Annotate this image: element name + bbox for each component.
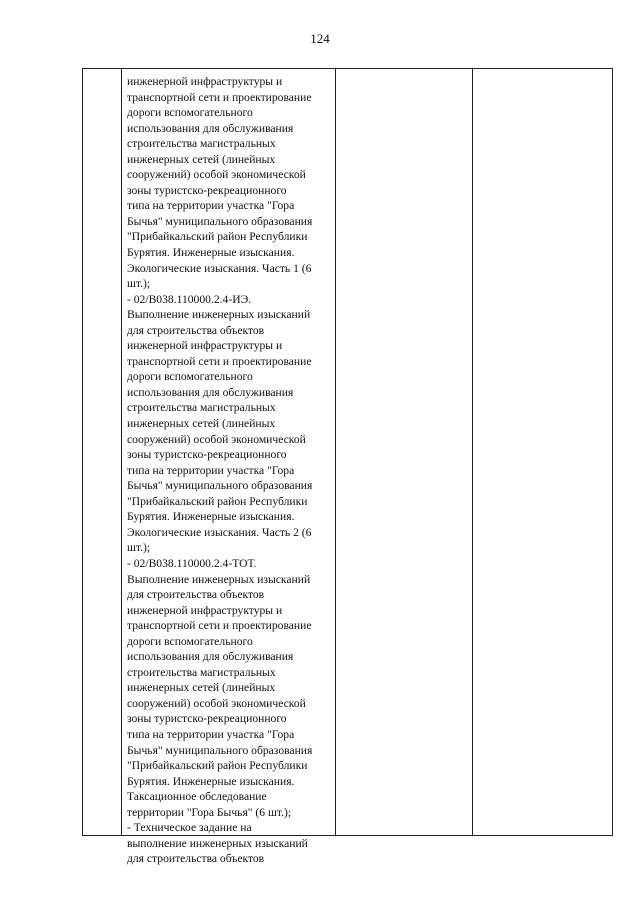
- table-column-divider: [472, 69, 473, 835]
- page-number: 124: [310, 31, 330, 46]
- table-column-divider: [121, 69, 122, 835]
- document-table: [82, 68, 613, 866]
- table-cell-description: инженерной инфраструктуры и транспортной сети и проектирование дороги вспомогательного использования для обслуживания строительства магистральных инженерных сетей (линейных сооружений) особой экономической зоны туристско-рекреационного типа на территории участка "Гора Бычья" муниципального образования "Прибайкальский район Республики Бурятия. Инженерные изыскания. Экологические изыскания. Часть 1 (6 шт.); - 02/В038.110000.2.4-ИЭ. Выполнение инженерных изысканий для строительства объектов инженерной инфраструктуры и транспортной сети и проектирование дороги вспомогательного использования для обслуживания строительства магистральных инженерных сетей (линейных сооружений) особой экономической зоны туристско-рекреационного типа на территории участка "Гора Бычья" муниципального образования "Прибайкальский район Республики Бурятия. Инженерные изыскания. Экологические изыскания. Часть 2 (6 шт.); - 02/В038.110000.2.4-ТОТ. Выполнение инженерных изысканий для строительства объектов инженерной инфраструктуры и транспортной сети и проектирование дороги вспомогательного использования для обслуживания строительства магистральных инженерных сетей (линейных сооружений) особой экономической зоны туристско-рекреационного типа на территории участка "Гора Бычья" муниципального образования "Прибайкальский район Республики Бурятия. Инженерные изыскания. Таксационное обследование территории "Гора Бычья" (6 шт.); - Техническое задание на выполнение инженерных изысканий для строительства объектов: [127, 75, 313, 866]
